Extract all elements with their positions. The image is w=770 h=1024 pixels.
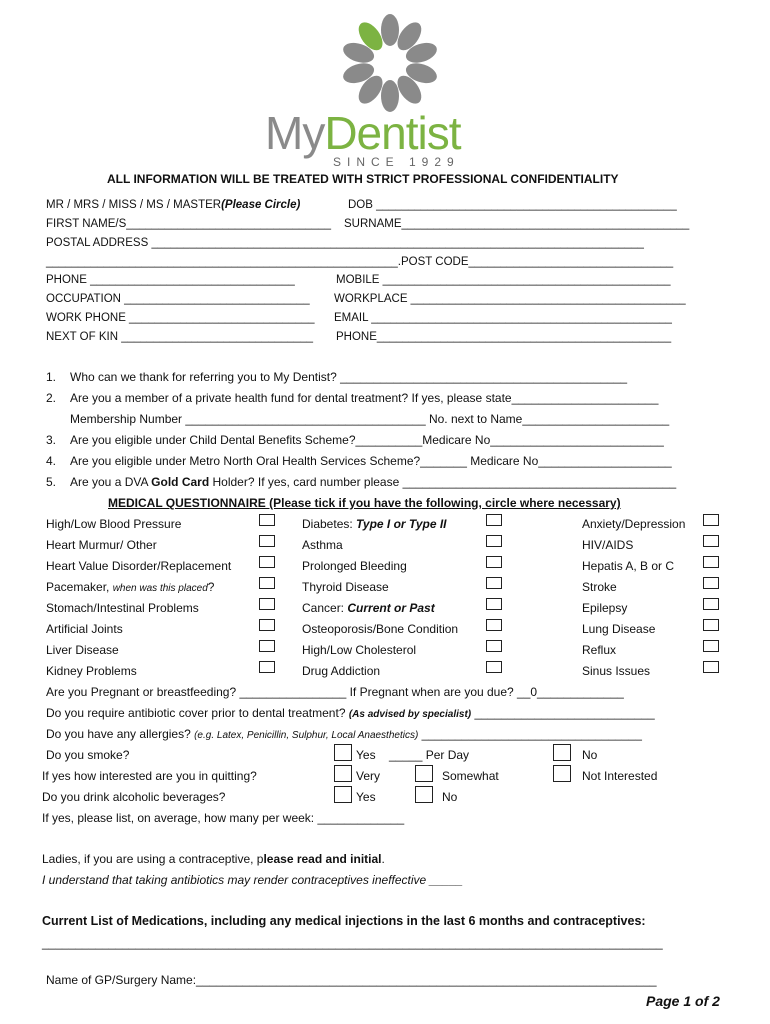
q5-num: 5.	[46, 475, 57, 489]
checkbox-thyroid[interactable]	[486, 577, 502, 589]
checkbox-asthma[interactable]	[486, 535, 502, 547]
q5-dva[interactable]: Are you a DVA Gold Card Holder? If yes, card number please _________________________________________	[70, 475, 677, 489]
checkbox-kidney[interactable]	[259, 661, 275, 673]
checkbox-stroke[interactable]	[703, 577, 719, 589]
mobile-field[interactable]: MOBILE _____________________________________________	[336, 274, 671, 286]
condition-cancer: Cancer: Current or Past	[302, 601, 435, 615]
checkbox-pacemaker[interactable]	[259, 577, 275, 589]
condition-osteoporosis: Osteoporosis/Bone Condition	[302, 622, 459, 636]
medications-field[interactable]: _____________________________________________________________________________________________	[42, 936, 663, 950]
logo-dentist: Dentist	[324, 107, 461, 159]
condition-heart-murmur: Heart Murmur/ Other	[46, 538, 157, 552]
contraceptive-instruction: Ladies, if you are using a contraceptive, please read and initial.	[42, 852, 385, 866]
quit-not-interested-checkbox[interactable]	[553, 765, 571, 782]
surname-field[interactable]: SURNAME_____________________________________________	[344, 218, 690, 230]
workplace-field[interactable]: WORKPLACE ___________________________________________	[334, 293, 686, 305]
smoke-question: Do you smoke?	[46, 748, 130, 762]
first-name-field[interactable]: FIRST NAME/S________________________________	[46, 218, 331, 230]
checkbox-diabetes[interactable]	[486, 514, 502, 526]
title-options: MR / MRS / MISS / MS / MASTER	[46, 199, 222, 211]
quit-somewhat-label: Somewhat	[442, 769, 499, 783]
condition-drug-addiction: Drug Addiction	[302, 664, 381, 678]
checkbox-stomach[interactable]	[259, 598, 275, 610]
occupation-field[interactable]: OCCUPATION _____________________________	[46, 293, 310, 305]
nok-phone-field[interactable]: PHONE______________________________________________	[336, 331, 672, 343]
condition-kidney: Kidney Problems	[46, 664, 137, 678]
checkbox-cancer[interactable]	[486, 598, 502, 610]
checkbox-anxiety[interactable]	[703, 514, 719, 526]
quit-very-label: Very	[356, 769, 381, 783]
smoke-per-day-field[interactable]: _____ Per Day	[389, 748, 470, 762]
alcohol-no-label: No	[442, 790, 458, 804]
checkbox-heart-valve[interactable]	[259, 556, 275, 568]
alcohol-yes-checkbox[interactable]	[334, 786, 352, 803]
next-of-kin-field[interactable]: NEXT OF KIN ______________________________	[46, 331, 314, 343]
condition-cholesterol: High/Low Cholesterol	[302, 643, 417, 657]
logo	[265, 8, 515, 168]
checkbox-reflux[interactable]	[703, 640, 719, 652]
allergies-field[interactable]: Do you have any allergies? (e.g. Latex, Penicillin, Sulphur, Local Anaesthetics) _________________________________	[46, 727, 642, 741]
alcohol-yes-label: Yes	[356, 790, 376, 804]
condition-sinus: Sinus Issues	[582, 664, 651, 678]
quit-very-checkbox[interactable]	[334, 765, 352, 782]
condition-hepatitis: Hepatis A, B or C	[582, 559, 675, 573]
page-number: Page 1 of 2	[646, 993, 720, 1009]
logo-tagline: SINCE 1929	[333, 155, 460, 169]
quit-question: If yes how interested are you in quitting?	[42, 769, 257, 783]
alcohol-per-week-field[interactable]: If yes, please list, on average, how many per week: _____________	[42, 811, 405, 825]
condition-artificial-joints: Artificial Joints	[46, 622, 123, 636]
q2-num: 2.	[46, 391, 57, 405]
condition-asthma: Asthma	[302, 538, 343, 552]
dob-field[interactable]: DOB _______________________________________________	[348, 199, 677, 211]
checkbox-liver[interactable]	[259, 640, 275, 652]
condition-stroke: Stroke	[582, 580, 617, 594]
tooth-flower-icon	[265, 8, 515, 123]
smoke-no-label: No	[582, 748, 598, 762]
checkbox-prolonged-bleeding[interactable]	[486, 556, 502, 568]
condition-liver: Liver Disease	[46, 643, 119, 657]
checkbox-hepatitis[interactable]	[703, 556, 719, 568]
antibiotic-cover-field[interactable]: Do you require antibiotic cover prior to dental treatment? (As advised by specialist) ___________________________	[46, 706, 655, 720]
logo-my: My	[265, 107, 325, 159]
checkbox-lung[interactable]	[703, 619, 719, 631]
quit-somewhat-checkbox[interactable]	[415, 765, 433, 782]
q4-num: 4.	[46, 454, 57, 468]
pregnant-field[interactable]: Are you Pregnant or breastfeeding? ________________ If Pregnant when are you due? __0_____________	[46, 685, 624, 699]
condition-pacemaker: Pacemaker, when was this placed?	[46, 580, 215, 594]
condition-epilepsy: Epilepsy	[582, 601, 628, 615]
checkbox-artificial-joints[interactable]	[259, 619, 275, 631]
email-field[interactable]: EMAIL _______________________________________________	[334, 312, 672, 324]
postal-address-field[interactable]: POSTAL ADDRESS _____________________________________________________________________________	[46, 237, 644, 249]
medications-title: Current List of Medications, including any medical injections in the last 6 months and contraceptives:	[42, 914, 646, 928]
condition-lung: Lung Disease	[582, 622, 656, 636]
phone-field[interactable]: PHONE ________________________________	[46, 274, 295, 286]
condition-blood-pressure: High/Low Blood Pressure	[46, 517, 182, 531]
smoke-no-checkbox[interactable]	[553, 744, 571, 761]
gp-surgery-field[interactable]: Name of GP/Surgery Name:_____________________________________________________________________	[46, 973, 657, 987]
q3-child-dental[interactable]: Are you eligible under Child Dental Benefits Scheme?__________Medicare No__________________________	[70, 433, 664, 447]
q3-num: 3.	[46, 433, 57, 447]
work-phone-field[interactable]: WORK PHONE _____________________________	[46, 312, 315, 324]
checkbox-sinus[interactable]	[703, 661, 719, 673]
condition-thyroid: Thyroid Disease	[302, 580, 389, 594]
condition-hiv: HIV/AIDS	[582, 538, 634, 552]
condition-anxiety: Anxiety/Depression	[582, 517, 686, 531]
q4-metro-north[interactable]: Are you eligible under Metro North Oral Health Services Scheme?_______ Medicare No____________________	[70, 454, 672, 468]
q1-referral[interactable]: Who can we thank for referring you to My Dentist? ___________________________________________	[70, 370, 628, 384]
title-hint: (Please Circle)	[221, 199, 301, 211]
checkbox-epilepsy[interactable]	[703, 598, 719, 610]
postcode-field[interactable]: _______________________________________________________.POST CODE________________________________	[46, 256, 674, 268]
checkbox-drug-addiction[interactable]	[486, 661, 502, 673]
checkbox-osteoporosis[interactable]	[486, 619, 502, 631]
medical-questionnaire-title: MEDICAL QUESTIONNAIRE (Please tick if you have the following, circle where necessary)	[108, 496, 621, 510]
title-field[interactable]	[46, 199, 300, 211]
condition-diabetes: Diabetes: Type I or Type II	[302, 517, 447, 531]
checkbox-blood-pressure[interactable]	[259, 514, 275, 526]
alcohol-no-checkbox[interactable]	[415, 786, 433, 803]
checkbox-cholesterol[interactable]	[486, 640, 502, 652]
smoke-yes-checkbox[interactable]	[334, 744, 352, 761]
smoke-yes-label: Yes	[356, 748, 376, 762]
condition-stomach: Stomach/Intestinal Problems	[46, 601, 199, 615]
condition-reflux: Reflux	[582, 643, 617, 657]
alcohol-question: Do you drink alcoholic beverages?	[42, 790, 226, 804]
condition-prolonged-bleeding: Prolonged Bleeding	[302, 559, 407, 573]
checkbox-heart-murmur[interactable]	[259, 535, 275, 547]
contraceptive-initial-field[interactable]: I understand that taking antibiotics may render contraceptives ineffective _____	[42, 873, 463, 887]
q1-num: 1.	[46, 370, 57, 384]
confidentiality-notice: ALL INFORMATION WILL BE TREATED WITH STRICT PROFESSIONAL CONFIDENTIALITY	[107, 172, 619, 186]
condition-heart-valve: Heart Value Disorder/Replacement	[46, 559, 232, 573]
quit-not-interested-label: Not Interested	[582, 769, 658, 783]
q2-membership[interactable]: Membership Number ____________________________________ No. next to Name______________________	[70, 412, 670, 426]
checkbox-hiv[interactable]	[703, 535, 719, 547]
q2-health-fund[interactable]: Are you a member of a private health fund for dental treatment? If yes, please state______________________	[70, 391, 659, 405]
